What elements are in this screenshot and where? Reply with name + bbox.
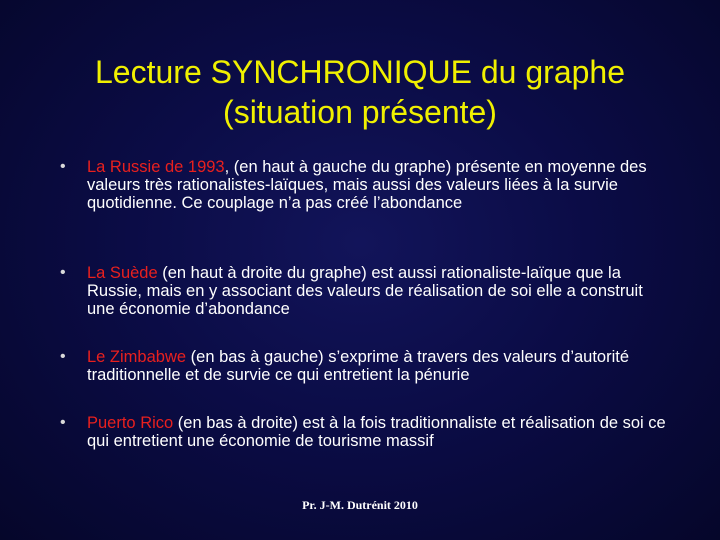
bullet-highlight: Puerto Rico	[87, 414, 174, 432]
bullet-highlight: La Suède	[87, 264, 158, 282]
bullet-highlight: Le Zimbabwe	[87, 348, 187, 366]
title-line-2: (situation présente)	[223, 94, 497, 130]
bullet-icon: •	[60, 158, 66, 175]
bullet-icon: •	[60, 348, 66, 365]
bullet-text: , (en haut à gauche du graphe) présente en moyenne des valeurs très rationalistes-laïques, mais aussi des valeurs liées à la survie quotidienne. Ce couplage n’a pas créé l’abondance	[87, 158, 647, 212]
bullet-icon: •	[60, 264, 66, 281]
bullet-text: (en bas à gauche) s’exprime à travers des valeurs d’autorité traditionnelle et de survie ce qui entretient la pénurie	[87, 348, 630, 384]
title-line-1: Lecture SYNCHRONIQUE du graphe	[95, 54, 625, 90]
bullet-text: (en bas à droite) est à la fois traditionnaliste et réalisation de soi ce qui entretient une économie de tourisme massif	[87, 414, 666, 450]
bullet-sweden	[60, 264, 670, 318]
bullet-icon: •	[60, 414, 66, 431]
bullet-russia	[60, 158, 670, 212]
bullet-puerto-rico	[60, 414, 670, 450]
footer-credit: Pr. J-M. Dutrénit 2010	[302, 498, 418, 512]
bullet-text: (en haut à droite du graphe) est aussi rationaliste-laïque que la Russie, mais en y associant des valeurs de réalisation de soi elle a construit une économie d’abondance	[87, 264, 643, 318]
slide-title	[40, 52, 680, 132]
bullet-highlight: La Russie de 1993	[87, 158, 225, 176]
bullet-zimbabwe	[60, 348, 670, 384]
